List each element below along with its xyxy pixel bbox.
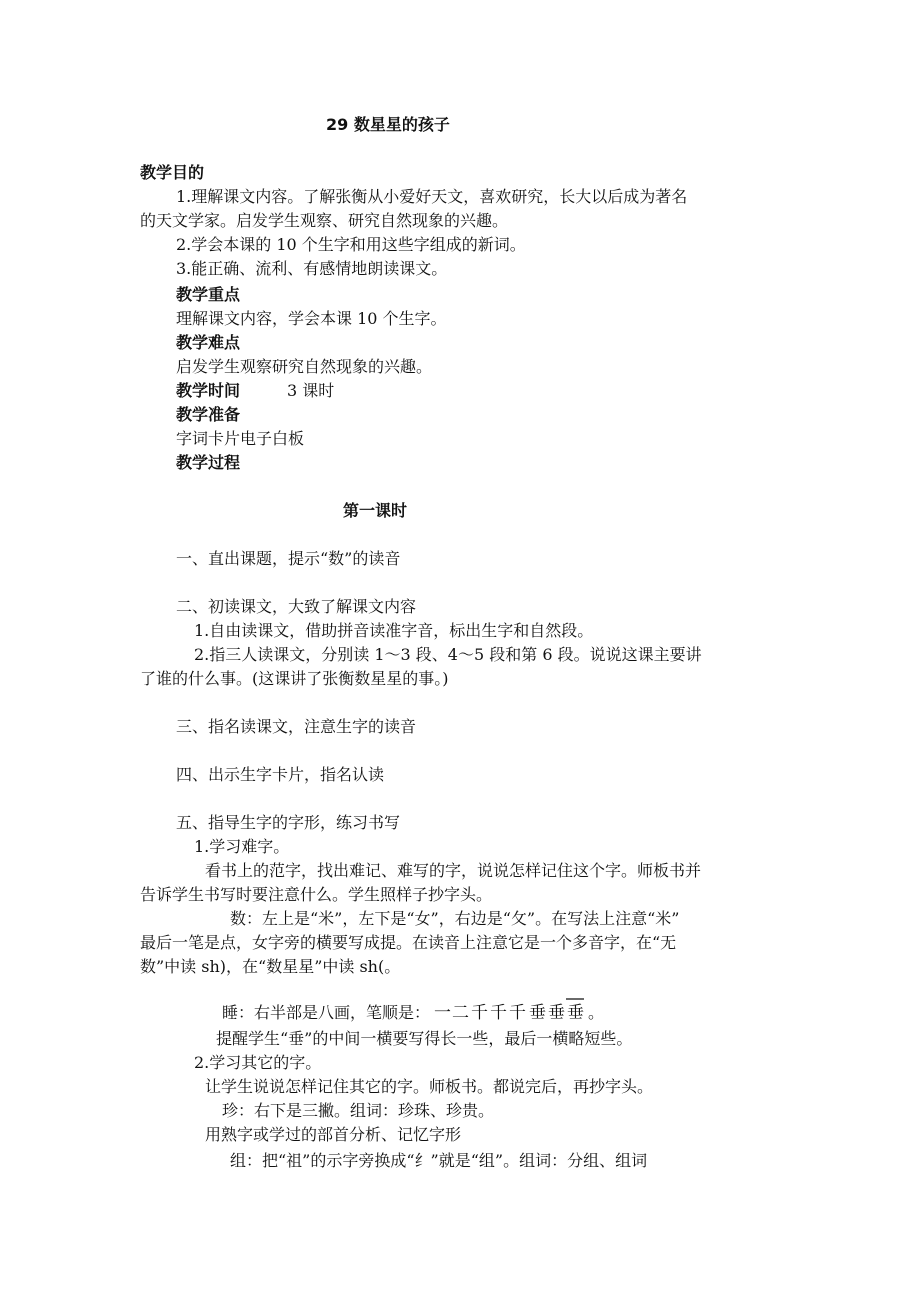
- step-5: 五、指导生字的字形，练习书写: [176, 813, 401, 832]
- objectives-heading: 教学目的: [140, 163, 205, 182]
- shu-note-line-1: 数：左上是“米”，左下是“女”，右边是“攵”。在写法上注意“米”: [230, 909, 680, 928]
- shu-note-line-2: 最后一笔是点，女字旁的横要写成提。在读音上注意它是一个多音字，在“无: [140, 933, 677, 952]
- difficulty-text: 启发学生观察研究自然现象的兴趣。: [176, 357, 433, 376]
- stroke-glyph-2: 二: [452, 1003, 470, 1023]
- step-5-item-2: 2.学习其它的字。: [194, 1053, 322, 1072]
- chui-stroke-order-line: [222, 996, 604, 1024]
- stroke-order-image: [434, 996, 586, 1024]
- process-heading: 教学过程: [176, 453, 241, 472]
- step-5-item-1-text-line-1: 看书上的范字，找出难记、难写的字，说说怎样记住这个字。师板书并: [205, 861, 702, 880]
- step-2-item-1: 1.自由读课文，借助拼音读准字音，标出生字和自然段。: [194, 621, 594, 640]
- objective-3: 3.能正确、流利、有感情地朗读课文。: [176, 259, 448, 278]
- stroke-glyph-8: 垂: [567, 1003, 585, 1023]
- difficulty-heading: 教学难点: [176, 333, 241, 352]
- chui-label: 睡：右半部是八画，笔顺是：: [222, 1003, 431, 1022]
- key-heading: 教学重点: [176, 285, 241, 304]
- stroke-glyph-5: 千: [509, 1003, 527, 1023]
- stroke-glyph-6: 垂: [529, 1003, 547, 1023]
- step-1: 一、直出课题，提示“数”的读音: [176, 549, 401, 568]
- key-text: 理解课文内容，学会本课 10 个生字。: [176, 309, 447, 328]
- stroke-glyph-3: 千: [471, 1003, 489, 1023]
- time-value: 3 课时: [287, 381, 335, 400]
- stroke-glyph-7: 垂: [548, 1003, 566, 1023]
- zhen-note: 珍：右下是三撇。组词：珍珠、珍贵。: [222, 1101, 495, 1120]
- stroke-glyph-4: 千: [490, 1003, 508, 1023]
- lesson-1-heading: 第一课时: [343, 501, 408, 520]
- method-note: 用熟字或学过的部首分析、记忆字形: [205, 1125, 462, 1144]
- time-heading: 教学时间: [176, 381, 241, 400]
- doc-title: 29 数星星的孩子: [326, 115, 450, 134]
- prep-text: 字词卡片电子白板: [176, 429, 305, 448]
- chui-end: 。: [588, 1003, 605, 1022]
- shu-note-line-3: 数”中读 sh)，在“数星星”中读 sh(。: [140, 957, 401, 976]
- prep-heading: 教学准备: [176, 405, 241, 424]
- remind-text: 提醒学生“垂”的中间一横要写得长一些，最后一横略短些。: [216, 1029, 633, 1048]
- step-5-item-2-text: 让学生说说怎样记住其它的字。师板书。都说完后，再抄字头。: [205, 1077, 654, 1096]
- step-4: 四、出示生字卡片，指名认读: [176, 765, 385, 784]
- step-5-item-1: 1.学习难字。: [194, 837, 290, 856]
- step-3: 三、指名读课文，注意生字的读音: [176, 717, 417, 736]
- step-5-item-1-text-line-2: 告诉学生书写时要注意什么。学生照样子抄字头。: [140, 885, 493, 904]
- step-2: 二、初读课文，大致了解课文内容: [176, 597, 417, 616]
- stroke-glyph-1: 一: [434, 1003, 452, 1023]
- step-2-item-2-line-1: 2.指三人读课文，分别读 1～3 段、4～5 段和第 6 段。说说这课主要讲: [194, 645, 702, 664]
- objective-1-line-1: 1.理解课文内容。了解张衡从小爱好天文，喜欢研究，长大以后成为著名: [176, 187, 688, 206]
- zu-note: 组：把“祖”的示字旁换成“纟”就是“组”。组词：分组、组词: [230, 1151, 648, 1170]
- objective-1-line-2: 的天文学家。启发学生观察、研究自然现象的兴趣。: [140, 211, 509, 230]
- step-2-item-2-line-2: 了谁的什么事。(这课讲了张衡数星星的事。): [140, 669, 449, 688]
- objective-2: 2.学会本课的 10 个生字和用这些字组成的新词。: [176, 235, 526, 254]
